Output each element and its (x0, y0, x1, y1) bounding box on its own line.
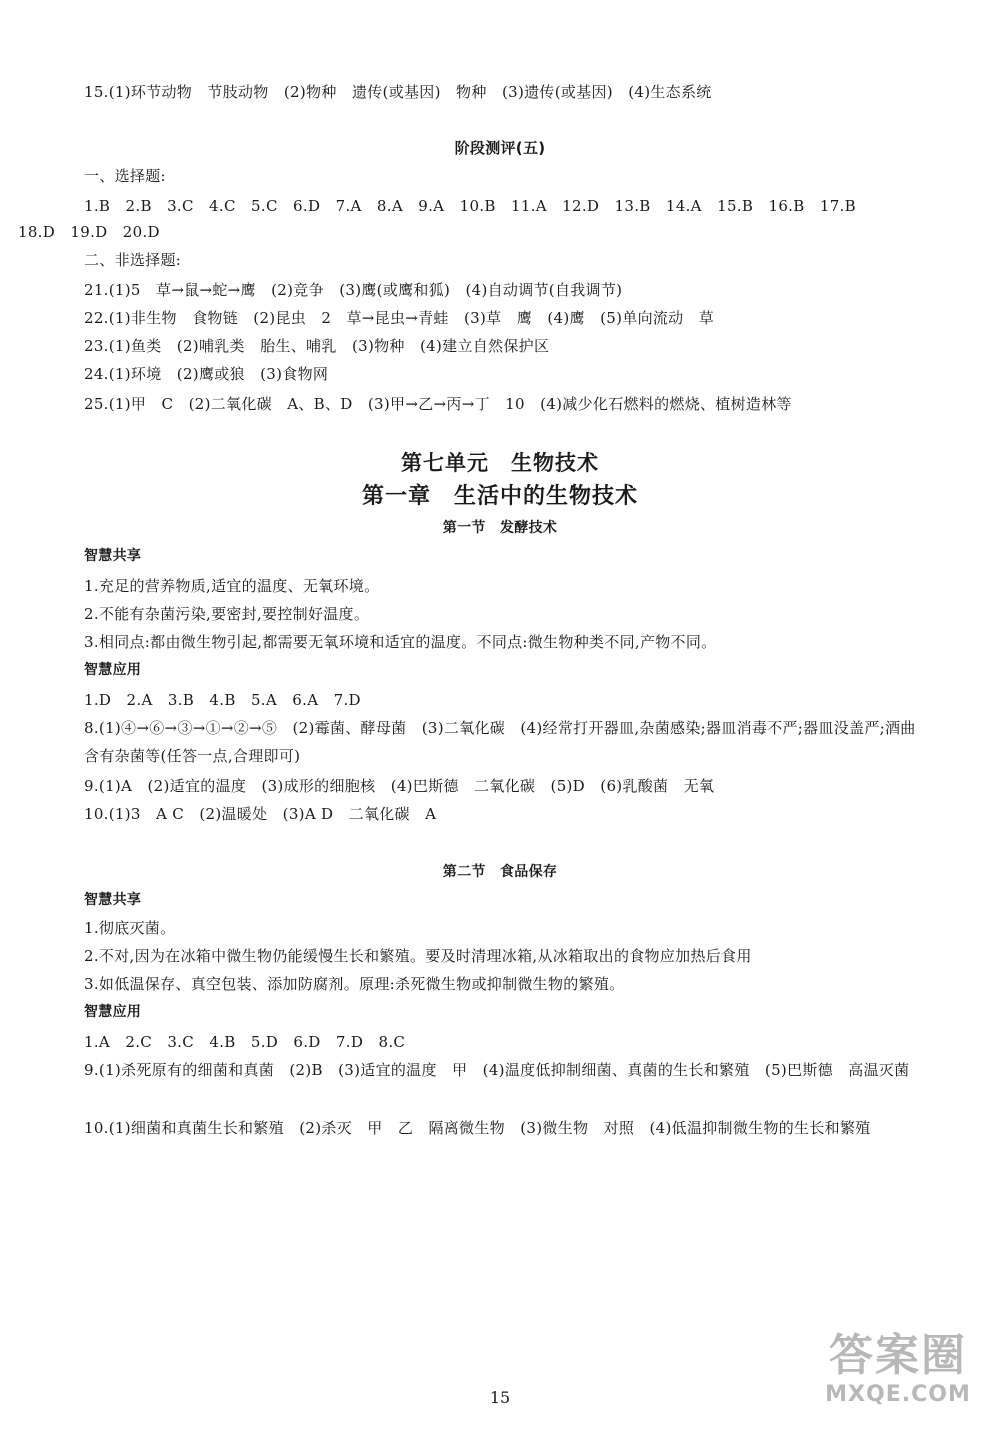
answer-line-22: 22.(1)非生物 食物链 (2)昆虫 2 草→昆虫→青蛙 (3)草 鹰 (4)鹰 (5)单向流动 草 (84, 309, 715, 327)
answer-line-9: 9.(1)A (2)适宜的温度 (3)成形的细胞核 (4)巴斯德 二氧化碳 (5)D (6)乳酸菌 无氧 (84, 777, 715, 795)
apply-label: 智慧应用 (84, 1004, 142, 1020)
answer-line-25: 25.(1)甲 C (2)二氧化碳 A、B、D (3)甲→乙→丙→丁 10 (4)减少化石燃料的燃烧、植树造林等 (84, 395, 792, 413)
section-title-food-storage: 第二节 食品保存 (442, 864, 558, 880)
answer-line-10: 10.(1)细菌和真菌生长和繁殖 (2)杀灭 甲 乙 隔离微生物 (3)微生物 对照 (4)低温抑制微生物的生长和繁殖 (84, 1119, 871, 1137)
answer-line-23: 23.(1)鱼类 (2)哺乳类 胎生、哺乳 (3)物种 (4)建立自然保护区 (84, 337, 550, 355)
share-label: 智慧共享 (84, 892, 142, 908)
chapter-title: 第一章 生活中的生物技术 (361, 484, 638, 509)
answer-line-21: 21.(1)5 草→鼠→蛇→鹰 (2)竞争 (3)鹰(或鹰和狐) (4)自动调节(自我调节) (84, 281, 623, 299)
apply-choice-row: 1.A 2.C 3.C 4.B 5.D 6.D 7.D 8.C (84, 1033, 406, 1051)
choice-answers-row1: 1.B 2.B 3.C 4.C 5.C 6.D 7.A 8.A 9.A 10.B 11.A 12.D 13.B 14.A 15.B 16.B 17.B (84, 197, 856, 215)
watermark-url: MXQE.COM (825, 1382, 971, 1407)
apply-choice-row: 1.D 2.A 3.B 4.B 5.A 6.A 7.D (84, 691, 361, 709)
section-title-fermentation: 第一节 发酵技术 (442, 520, 558, 536)
stage-test-title: 阶段测评(五) (454, 139, 546, 157)
part2-label: 二、非选择题: (84, 251, 182, 269)
part1-label: 一、选择题: (84, 167, 166, 185)
share-line-2: 2.不能有杂菌污染,要密封,要控制好温度。 (84, 605, 370, 623)
share-line-3: 3.相同点:都由微生物引起,都需要无氧环境和适宜的温度。不同点:微生物种类不同,产物不同。 (84, 633, 717, 651)
answer-line-10: 10.(1)3 A C (2)温暖处 (3)A D 二氧化碳 A (84, 805, 437, 823)
watermark-logo (808, 1330, 988, 1420)
unit-title: 第七单元 生物技术 (401, 451, 599, 475)
apply-label: 智慧应用 (84, 662, 142, 678)
share-line-1: 1.彻底灭菌。 (84, 919, 176, 937)
answer-line-9: 9.(1)杀死原有的细菌和真菌 (2)B (3)适宜的温度 甲 (4)温度低抑制细菌、真菌的生长和繁殖 (5)巴斯德 高温灭菌 (84, 1061, 910, 1079)
answer-line-8: 8.(1)④→⑥→③→①→②→⑤ (2)霉菌、酵母菌 (3)二氧化碳 (4)经常打开器皿,杂菌感染;器皿消毒不严;器皿没盖严;酒曲含有杂菌等(任答一点,合理即可) (84, 719, 916, 765)
share-line-3: 3.如低温保存、真空包装、添加防腐剂。原理:杀死微生物或抑制微生物的繁殖。 (84, 975, 625, 993)
watermark-glyphs: 答案圈 (829, 1330, 967, 1381)
share-line-2: 2.不对,因为在冰箱中微生物仍能缓慢生长和繁殖。要及时清理冰箱,从冰箱取出的食物应加热后食用 (84, 947, 752, 965)
answer-line-24: 24.(1)环境 (2)鹰或狼 (3)食物网 (84, 365, 329, 383)
answer-line-15: 15.(1)环节动物 节肢动物 (2)物种 遗传(或基因) 物种 (3)遗传(或基因) (4)生态系统 (84, 83, 712, 101)
choice-answers-row2: 18.D 19.D 20.D (18, 223, 160, 241)
share-label: 智慧共享 (84, 548, 142, 564)
page-number: 15 (489, 1388, 511, 1407)
share-line-1: 1.充足的营养物质,适宜的温度、无氧环境。 (84, 577, 380, 595)
